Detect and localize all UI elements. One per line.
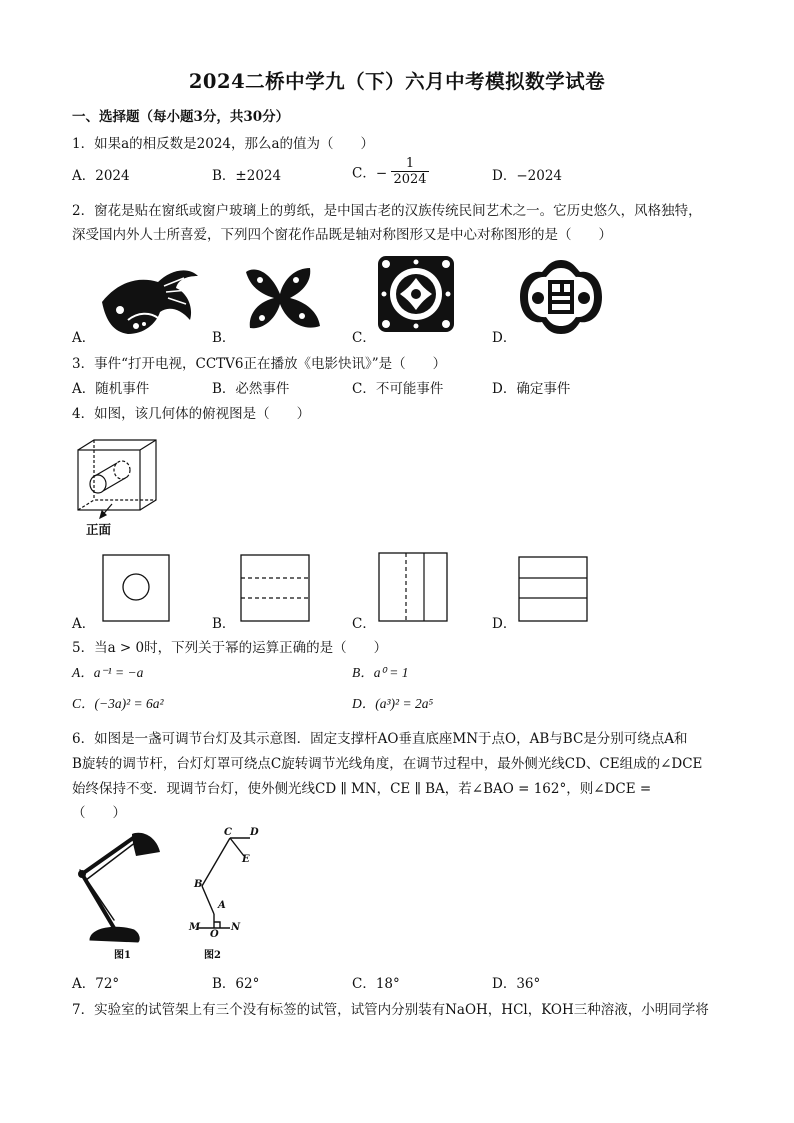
- q2-option-c[interactable]: C．: [352, 330, 376, 346]
- section-heading-choice: 一、选择题（每小题3分，共30分）: [72, 109, 290, 125]
- question-1-stem: 1．如果a的相反数是2024，那么a的值为（ ）: [72, 136, 375, 152]
- question-6-line1: 6．如图是一盏可调节台灯及其示意图．固定支撑杆AO垂直底座MN于点O，AB与BC是分别可绕点A和: [72, 731, 688, 747]
- q2-option-d[interactable]: D．: [492, 330, 517, 346]
- q4-option-b[interactable]: B．: [212, 616, 236, 632]
- top-view-d-horizontal-lines-figure: [518, 556, 588, 622]
- q6-option-d[interactable]: D．36°: [492, 976, 541, 992]
- question-5-stem: 5．当a > 0时，下列关于幂的运算正确的是（ ）: [72, 640, 388, 656]
- point-n-label: N: [231, 922, 241, 933]
- question-6-line2: B旋转的调节杆，台灯灯罩可绕点C旋转调节光线角度，在调节过程中，最外侧光线CD、CE组成的∠DCE: [72, 756, 703, 772]
- papercut-fish-image: [98, 262, 202, 338]
- q1-option-b[interactable]: B．±2024: [212, 168, 282, 184]
- q5-option-c[interactable]: C．(−3a)² = 6a²: [72, 696, 164, 711]
- point-o-label: O: [210, 929, 219, 940]
- point-b-label: B: [194, 879, 203, 890]
- q5-option-b[interactable]: B．a⁰ = 1: [352, 665, 409, 680]
- figure-1-caption: 图1: [114, 950, 131, 961]
- q3-option-d[interactable]: D．确定事件: [492, 381, 571, 397]
- top-view-c-vertical-dashed-figure: [378, 552, 448, 622]
- q1-option-c-fraction: [391, 156, 428, 187]
- top-view-b-horizontal-dashed-figure: [240, 554, 310, 622]
- cube-with-cylinder-figure: [76, 438, 160, 522]
- q1-option-d[interactable]: D．−2024: [492, 168, 562, 184]
- q1-option-c-prefix: C．−: [352, 165, 388, 182]
- fraction-numerator: 1: [391, 156, 428, 172]
- papercut-butterfly-image: [240, 264, 324, 336]
- q6-option-a[interactable]: A．72°: [72, 976, 120, 992]
- question-3-stem: 3．事件“打开电视，CCTV6正在播放《电影快讯》”是（ ）: [72, 356, 447, 372]
- q1-option-a[interactable]: A．2024: [72, 168, 130, 184]
- q6-option-b[interactable]: B．62°: [212, 976, 260, 992]
- point-m-label: M: [189, 922, 201, 933]
- page-title: 2024二桥中学九（下）六月中考模拟数学试卷: [188, 70, 606, 93]
- q2-option-b[interactable]: B．: [212, 330, 236, 346]
- point-e-label: E: [242, 854, 250, 865]
- question-2-line1: 2．窗花是贴在窗纸或窗户玻璃上的剪纸，是中国古老的汉族传统民间艺术之一。它历史悠久，风格独特，: [72, 203, 702, 219]
- question-6-line4: （ ）: [72, 805, 126, 821]
- front-view-label: 正面: [86, 522, 112, 537]
- point-c-label: C: [224, 827, 232, 838]
- q3-option-a[interactable]: A．随机事件: [72, 381, 150, 397]
- question-6-line3: 始终保持不变．现调节台灯，使外侧光线CD ∥ MN，CE ∥ BA，若∠BAO = 162°，则∠DCE =: [72, 781, 652, 797]
- q5-option-d[interactable]: D．(a³)² = 2a⁵: [352, 696, 434, 711]
- q4-option-c[interactable]: C．: [352, 616, 376, 632]
- question-7-stem: 7．实验室的试管架上有三个没有标签的试管，试管内分别装有NaOH，HCl，KOH三种溶液，小明同学将: [72, 1002, 709, 1018]
- q2-option-a[interactable]: A．: [72, 330, 96, 346]
- top-view-a-circle-figure: [102, 554, 170, 622]
- papercut-fu-character-image: [518, 258, 604, 336]
- q4-option-d[interactable]: D．: [492, 616, 517, 632]
- desk-lamp-illustration: [76, 830, 162, 942]
- question-4-stem: 4．如图，该几何体的俯视图是（ ）: [72, 406, 311, 422]
- q3-option-b[interactable]: B．必然事件: [212, 381, 290, 397]
- q5-option-a[interactable]: A．a⁻¹ = −a: [72, 665, 144, 680]
- point-a-label: A: [218, 900, 226, 911]
- papercut-flower-square-image: [376, 254, 456, 334]
- q6-option-c[interactable]: C．18°: [352, 976, 400, 992]
- figure-2-caption: 图2: [204, 950, 221, 961]
- q3-option-c[interactable]: C．不可能事件: [352, 381, 444, 397]
- q1-option-c[interactable]: [352, 156, 429, 187]
- point-d-label: D: [250, 827, 259, 838]
- fraction-denominator: 2024: [393, 172, 427, 187]
- q4-option-a[interactable]: A．: [72, 616, 96, 632]
- question-2-line2: 深受国内外人士所喜爱，下列四个窗花作品既是轴对称图形又是中心对称图形的是（ ）: [72, 227, 612, 243]
